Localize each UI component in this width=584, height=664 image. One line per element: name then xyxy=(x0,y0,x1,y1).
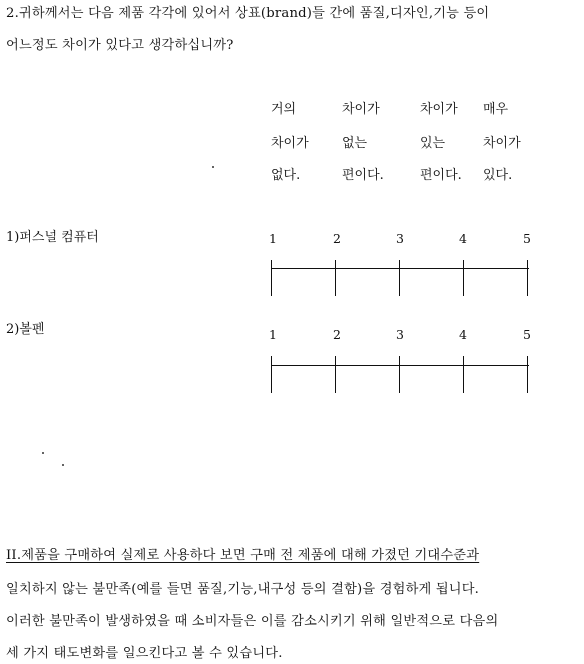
scale-tick-4[interactable] xyxy=(463,356,464,393)
scale-tick-1[interactable] xyxy=(271,260,272,296)
header-col-4-line-3: 있다. xyxy=(483,168,513,183)
scale-tick-3[interactable] xyxy=(399,356,400,393)
item-2-rating-scale[interactable] xyxy=(271,356,529,393)
scale-tick-2[interactable] xyxy=(335,260,336,296)
scale-tick-3[interactable] xyxy=(399,260,400,296)
item-1-label: 1)퍼스널 컴퓨터 xyxy=(6,230,99,245)
scale-tick-5[interactable] xyxy=(527,356,528,393)
item-2-point-4: 4 xyxy=(459,327,467,342)
scale-tick-4[interactable] xyxy=(463,260,464,296)
header-col-2-line-1: 차이가 xyxy=(342,102,380,117)
header-col-1-line-3: 없다. xyxy=(271,168,301,183)
section-2-line-1 xyxy=(6,548,479,564)
scale-tick-2[interactable] xyxy=(335,356,336,393)
header-col-3-line-3: 편이다. xyxy=(420,168,462,183)
question-line-2: 어느정도 차이가 있다고 생각하십니까? xyxy=(6,38,234,53)
section-2-line-1-text: II.제품을 구매하여 실제로 사용하다 보면 구매 전 제품에 대해 가졌던 기대수준과 xyxy=(6,548,480,563)
section-2-line-3: 이러한 불만족이 발생하였을 때 소비자들은 이를 감소시키기 위해 일반적으로 다음의 xyxy=(6,614,499,629)
scan-speck xyxy=(212,166,214,168)
scale-tick-5[interactable] xyxy=(527,260,528,296)
item-1-point-4: 4 xyxy=(459,231,467,246)
item-1-rating-scale[interactable] xyxy=(271,260,529,296)
scale-line xyxy=(271,268,529,269)
scale-line xyxy=(271,365,529,366)
scale-tick-1[interactable] xyxy=(271,356,272,393)
header-col-1-line-1: 거의 xyxy=(271,102,297,117)
item-1-point-3: 3 xyxy=(396,231,404,246)
header-col-4-line-2: 차이가 xyxy=(483,136,521,151)
item-2-point-5: 5 xyxy=(523,327,531,342)
item-1-point-1: 1 xyxy=(269,231,277,246)
section-2-line-4: 세 가지 태도변화를 일으킨다고 볼 수 있습니다. xyxy=(6,646,283,661)
header-col-3-line-1: 차이가 xyxy=(420,102,458,117)
header-col-2-line-3: 편이다. xyxy=(342,168,384,183)
header-col-1-line-2: 차이가 xyxy=(271,136,309,151)
item-2-point-1: 1 xyxy=(269,327,277,342)
item-1-point-5: 5 xyxy=(523,231,531,246)
question-line-1: 2.귀하께서는 다음 제품 각각에 있어서 상표(brand)들 간에 품질,디자인,기능 등이 xyxy=(6,6,490,21)
item-2-label: 2)볼펜 xyxy=(6,322,45,337)
scan-speck xyxy=(62,464,64,466)
item-2-point-3: 3 xyxy=(396,327,404,342)
item-1-point-2: 2 xyxy=(333,231,341,246)
header-col-4-line-1: 매우 xyxy=(483,102,509,117)
item-2-point-2: 2 xyxy=(333,327,341,342)
section-2-line-2: 일치하지 않는 불만족(예를 들면 품질,기능,내구성 등의 결함)을 경험하게 됩니다. xyxy=(6,582,480,597)
header-col-2-line-2: 없는 xyxy=(342,136,368,151)
scan-speck xyxy=(42,452,44,454)
header-col-3-line-2: 있는 xyxy=(420,136,446,151)
